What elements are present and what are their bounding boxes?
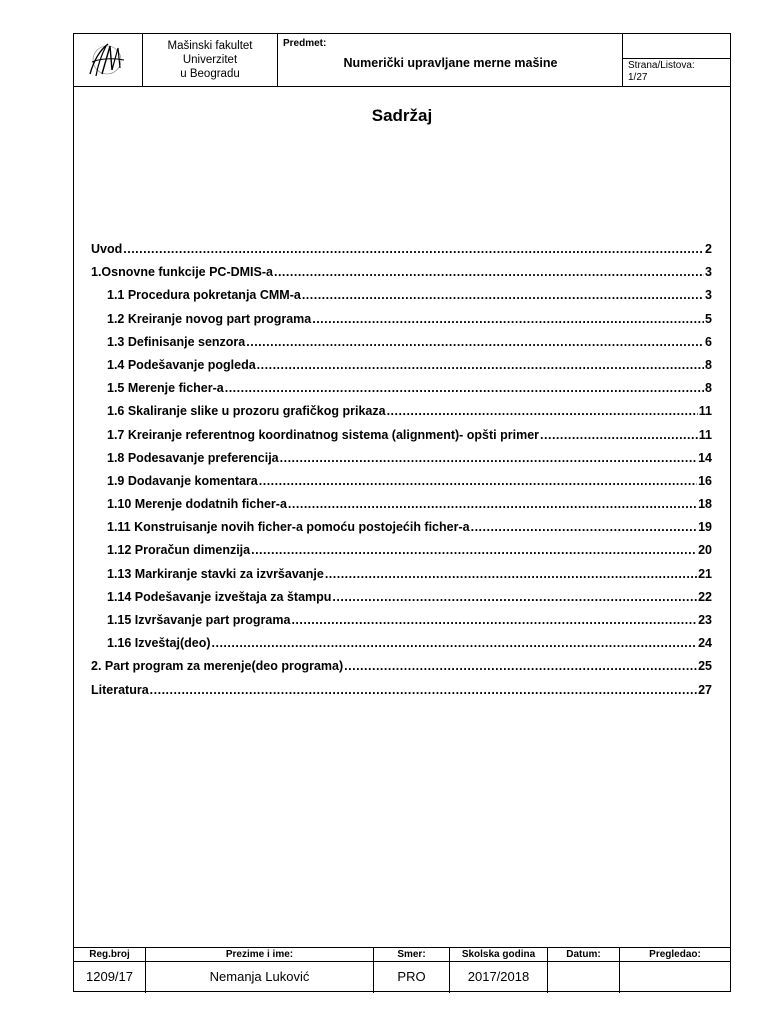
toc-entry[interactable] bbox=[91, 683, 712, 706]
toc-entry[interactable] bbox=[91, 288, 712, 311]
toc-entry[interactable] bbox=[91, 636, 712, 659]
footer-label: Skolska godina bbox=[450, 948, 547, 962]
toc-leader-dots bbox=[291, 613, 697, 627]
toc-leader-dots bbox=[257, 358, 704, 372]
footer-label: Reg.broj bbox=[74, 948, 145, 962]
logo-cell bbox=[74, 34, 143, 86]
footer-cell bbox=[450, 948, 548, 993]
toc-entry[interactable] bbox=[91, 590, 712, 613]
document-header bbox=[74, 34, 730, 87]
toc-leader-dots bbox=[325, 567, 697, 581]
toc-leader-dots bbox=[344, 659, 697, 673]
toc-entry-title: 1.16 Izveštaj(deo) bbox=[107, 636, 211, 651]
toc-leader-dots bbox=[274, 265, 704, 279]
toc-entry-page: 11 bbox=[698, 404, 712, 419]
page-title: Sadržaj bbox=[371, 106, 433, 125]
footer-value: Nemanja Luković bbox=[209, 969, 310, 984]
toc-leader-dots bbox=[288, 497, 697, 511]
toc-entry[interactable] bbox=[91, 312, 712, 335]
toc-leader-dots bbox=[123, 242, 704, 256]
toc-entry-title: 1.3 Definisanje senzora bbox=[107, 334, 246, 349]
toc-leader-dots bbox=[471, 520, 698, 534]
institution-line: u Beogradu bbox=[180, 68, 240, 80]
toc-entry[interactable] bbox=[91, 474, 712, 497]
document-footer bbox=[74, 947, 730, 993]
toc-leader-dots bbox=[225, 381, 704, 395]
toc-entry-page: 11 bbox=[698, 427, 712, 442]
toc-entry[interactable] bbox=[91, 451, 712, 474]
toc-entry-page: 3 bbox=[705, 265, 712, 280]
toc-leader-dots bbox=[246, 335, 704, 349]
footer-label: Pregledao: bbox=[620, 948, 730, 962]
toc-leader-dots bbox=[302, 288, 704, 302]
toc-entry-title: Uvod bbox=[91, 242, 123, 256]
institution-line: Univerzitet bbox=[182, 54, 238, 66]
toc-entry-title: 1.2 Kreiranje novog part programa bbox=[107, 311, 312, 326]
footer-cell bbox=[146, 948, 374, 993]
toc-entry-page: 19 bbox=[698, 520, 712, 535]
toc-entry-title: 1.7 Kreiranje referentnog koordinatnog sistema (alignment)- opšti primer bbox=[107, 427, 540, 442]
toc-entry[interactable] bbox=[91, 543, 712, 566]
toc-entry-page: 14 bbox=[698, 450, 712, 465]
toc-entry[interactable] bbox=[91, 613, 712, 636]
toc-entry[interactable] bbox=[91, 659, 712, 682]
footer-value: 1209/17 bbox=[86, 969, 133, 984]
toc-entry[interactable] bbox=[91, 404, 712, 427]
subject-label: Predmet: bbox=[283, 38, 327, 49]
footer-value: 2017/2018 bbox=[467, 969, 530, 984]
divider bbox=[623, 58, 730, 59]
toc-entry[interactable] bbox=[91, 242, 712, 265]
toc-entry-page: 3 bbox=[705, 288, 712, 303]
toc-entry-title: 2. Part program za merenje(deo programa) bbox=[91, 659, 344, 674]
toc-entry-page: 21 bbox=[698, 566, 712, 581]
footer-label: Datum: bbox=[548, 948, 619, 962]
subject-value: Numerički upravljane merne mašine bbox=[343, 56, 558, 70]
toc-entry-page: 6 bbox=[705, 334, 712, 349]
toc-entry[interactable] bbox=[91, 358, 712, 381]
toc-leader-dots bbox=[312, 312, 704, 326]
footer-cell bbox=[620, 948, 730, 993]
footer-cell bbox=[548, 948, 620, 993]
toc-entry[interactable] bbox=[91, 428, 712, 451]
toc-entry-title: 1.13 Markiranje stavki za izvršavanje bbox=[107, 566, 324, 581]
toc-entry-title: 1.1 Procedura pokretanja CMM-a bbox=[107, 288, 301, 303]
toc-entry-title: 1.4 Podešavanje pogleda bbox=[107, 357, 256, 372]
toc-entry-title: 1.14 Podešavanje izveštaja za štampu bbox=[107, 589, 332, 604]
toc-leader-dots bbox=[259, 474, 697, 488]
toc-entry-page: 20 bbox=[698, 543, 712, 558]
table-of-contents bbox=[91, 242, 712, 706]
toc-entry-page: 8 bbox=[705, 357, 712, 372]
toc-entry-page: 27 bbox=[698, 682, 712, 697]
toc-entry[interactable] bbox=[91, 381, 712, 404]
footer-label: Smer: bbox=[374, 948, 449, 962]
footer-cell bbox=[374, 948, 450, 993]
toc-entry-title: 1.15 Izvršavanje part programa bbox=[107, 613, 291, 627]
toc-entry-title: 1.11 Konstruisanje novih ficher-a pomoću postojećih ficher-a bbox=[107, 520, 470, 535]
document-page bbox=[73, 33, 731, 992]
toc-entry-page: 24 bbox=[698, 636, 712, 651]
footer-cell bbox=[74, 948, 146, 993]
toc-entry-page: 22 bbox=[698, 589, 712, 604]
toc-leader-dots bbox=[387, 404, 698, 418]
toc-entry-title: Literatura bbox=[91, 682, 149, 697]
toc-entry-page: 2 bbox=[705, 242, 712, 256]
page-count-label: Strana/Listova: bbox=[628, 60, 695, 71]
toc-leader-dots bbox=[332, 590, 697, 604]
toc-entry-title: 1.9 Dodavanje komentara bbox=[107, 473, 258, 488]
toc-entry[interactable] bbox=[91, 567, 712, 590]
toc-entry-page: 5 bbox=[705, 311, 712, 326]
toc-entry-page: 16 bbox=[698, 473, 712, 488]
toc-entry-page: 23 bbox=[698, 613, 712, 627]
toc-leader-dots bbox=[212, 636, 698, 650]
page-count-value: 1/27 bbox=[628, 72, 648, 83]
toc-leader-dots bbox=[540, 428, 698, 442]
page-count-cell bbox=[623, 34, 730, 86]
subject-cell bbox=[279, 34, 623, 86]
toc-entry[interactable] bbox=[91, 335, 712, 358]
toc-entry[interactable] bbox=[91, 520, 712, 543]
institution-name bbox=[143, 34, 278, 86]
toc-entry-title: 1.5 Merenje ficher-a bbox=[107, 381, 224, 396]
toc-leader-dots bbox=[251, 543, 697, 557]
toc-entry[interactable] bbox=[91, 497, 712, 520]
toc-entry-page: 8 bbox=[705, 381, 712, 396]
footer-value: PRO bbox=[397, 969, 426, 984]
toc-leader-dots bbox=[280, 451, 697, 465]
toc-entry-title: 1.6 Skaliranje slike u prozoru grafičkog prikaza bbox=[107, 404, 386, 419]
toc-entry-page: 18 bbox=[698, 497, 712, 512]
toc-entry[interactable] bbox=[91, 265, 712, 288]
toc-leader-dots bbox=[150, 683, 697, 697]
toc-entry-title: 1.12 Proračun dimenzija bbox=[107, 543, 251, 558]
toc-entry-page: 25 bbox=[698, 659, 712, 674]
institution-line: Mašinski fakultet bbox=[167, 40, 253, 52]
toc-entry-title: 1.10 Merenje dodatnih ficher-a bbox=[107, 497, 287, 512]
toc-entry-title: 1.Osnovne funkcije PC-DMIS-a bbox=[91, 265, 273, 280]
toc-entry-title: 1.8 Podesavanje preferencija bbox=[107, 450, 279, 465]
footer-label: Prezime i ime: bbox=[146, 948, 373, 962]
